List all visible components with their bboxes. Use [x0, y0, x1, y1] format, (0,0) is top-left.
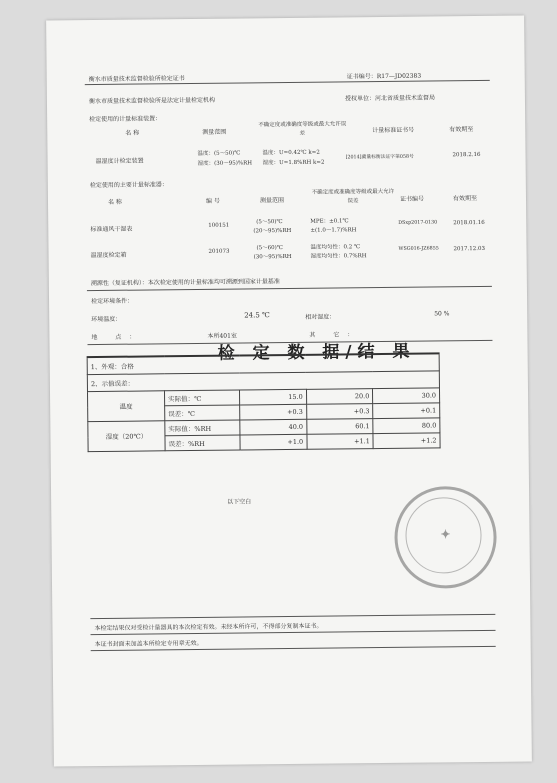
inst-row-range: (30～95)%RH [253, 253, 292, 261]
header-title: 衡水市质量技术监督检验所检定证书 [88, 75, 185, 84]
temp-err-value: +0.1 [373, 403, 440, 419]
results-title: 检 定 数 据/结 果 [217, 341, 416, 364]
inst-row-unc: MPE：±0.1℃ [310, 218, 349, 225]
env-other-label: 其 它： [309, 331, 362, 339]
temp-label: 温度 [87, 391, 164, 422]
hum-std-label: 实际值：%RH [165, 420, 240, 436]
std-col-uncertainty: 不确定度或准确度等级或最大允许误差 [258, 121, 347, 137]
inst-row-range: (5～60)℃ [256, 245, 283, 252]
env-place-label: 地 点： [91, 333, 144, 342]
blank-below-note: 以下空白 [227, 498, 252, 506]
inst-col-uncertainty: 不确定度或准确度等级或最大允许误差 [311, 188, 395, 205]
temp-err-value: +0.3 [240, 404, 307, 420]
hum-err-value: +1.2 [373, 433, 440, 449]
results-table [87, 352, 441, 452]
inst-row-unc: 湿度均匀性：0.7%RH [310, 253, 367, 260]
standards-heading: 检定使用的计量标准装置： [89, 115, 162, 124]
temp-std-label: 实际值：℃ [164, 390, 239, 406]
inst-row-unc: 温度均匀性：0.2 ℃ [310, 244, 361, 251]
inst-col-range: 测量范围 [259, 197, 285, 205]
temp-std-value: 20.0 [306, 389, 373, 405]
inst-row-name: 标准通风干湿表 [90, 225, 133, 234]
hum-std-value: 80.0 [373, 418, 440, 434]
inst-row-unc: ±(1.0～1.7)%RH [310, 227, 357, 234]
authorizing-unit: 授权单位：河北省质量技术监督局 [344, 94, 435, 103]
temp-std-value: 15.0 [239, 389, 306, 405]
instruments-heading: 检定使用的主要计量标准器： [89, 181, 168, 190]
std-name: 温湿度计检定装置 [95, 157, 144, 166]
inst-row-range: (20～95)%RH [253, 227, 292, 235]
hum-std-value: 40.0 [240, 419, 307, 435]
seal-text: ✦ [440, 527, 451, 542]
indication-error-heading: 2、示值误差： [87, 371, 439, 392]
std-col-name: 名 称 [125, 129, 140, 137]
env-temp-value: 24.5 ℃ [244, 311, 270, 320]
inst-col-valid: 有效期至 [452, 195, 478, 203]
std-range-hum: 湿度：(30～95)%RH [197, 160, 253, 167]
certificate-page [46, 16, 532, 767]
std-unc-temp: 温度：U=0.42℃ k=2 [262, 149, 320, 157]
footer-validity-note: 本检定结果仅对受检计量器具的本次检定有效。未经本所许可，不得部分复制本证书。 [94, 622, 323, 633]
env-place-value: 本所401室 [207, 332, 237, 340]
inst-col-cert: 证书编号 [399, 195, 425, 203]
official-seal [394, 486, 497, 589]
inst-row-cert: WSG016-JZ6855 [398, 246, 439, 252]
std-col-range: 测量范围 [202, 128, 227, 136]
certificate-number: 证书编号：R17—JD02383 [346, 72, 422, 81]
hum-label: 湿度（20℃） [88, 421, 165, 452]
traceability-statement: 溯源性（复证机构）：本次检定使用的计量标准均可溯源到国家计量基准 [90, 278, 280, 288]
std-col-cert: 计量标准证书号 [372, 126, 415, 135]
temp-err-value: +0.3 [306, 404, 373, 420]
std-range-temp: 温度：(5～50)℃ [197, 150, 241, 157]
hum-err-value: +1.0 [240, 434, 307, 450]
inst-col-name: 名 称 [107, 198, 122, 206]
inst-row-name: 温湿度检定箱 [90, 251, 127, 260]
inst-row-no: 201073 [208, 248, 230, 255]
hum-err-label: 误差：%RH [165, 435, 240, 451]
inst-row-cert: DSxp2017-0130 [398, 220, 438, 226]
std-col-valid: 有效期至 [449, 126, 474, 134]
env-hum-value: 50 % [434, 310, 450, 318]
appearance-result: 1、外观：合格 [87, 353, 439, 374]
inst-col-no: 编 号 [205, 197, 220, 205]
std-cert: [2014]冀量标衡法证字第058号 [345, 154, 414, 161]
inst-row-valid: 2018.01.16 [453, 219, 485, 227]
env-temp-label: 环境温度： [91, 315, 122, 324]
hum-std-value: 60.1 [306, 419, 373, 435]
temp-err-label: 误差：℃ [165, 405, 240, 421]
env-hum-label: 相对湿度： [305, 313, 336, 321]
section-divider [87, 286, 492, 291]
footer-divider [90, 614, 495, 619]
inst-row-range: (5～50)℃ [256, 219, 283, 226]
inst-row-valid: 2017.12.03 [453, 245, 486, 253]
footer-seal-note: 本证书封面未加盖本所检定专用章无效。 [94, 639, 203, 649]
std-unc-hum: 湿度：U=1.8%RH k=2 [262, 159, 325, 167]
env-heading: 检定环境条件： [91, 297, 134, 306]
temp-std-value: 30.0 [373, 388, 440, 404]
org-statement: 衡水市质量技术监督检验所是法定计量检定机构 [88, 96, 216, 106]
hum-err-value: +1.1 [307, 434, 374, 450]
inst-row-no: 100151 [208, 222, 230, 229]
std-valid: 2018.2.16 [452, 151, 481, 159]
